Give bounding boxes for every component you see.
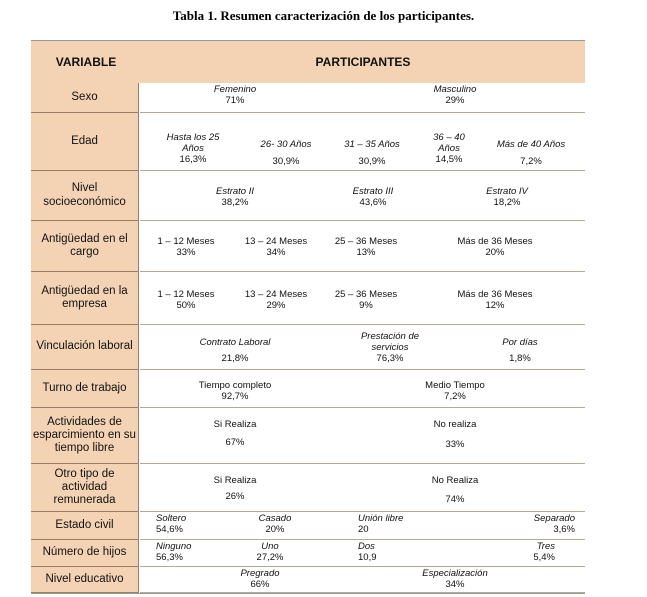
cell: Estrato IV 18,2% xyxy=(486,186,528,208)
header-variable: VARIABLE xyxy=(55,55,117,69)
cell: Si Realiza 67% xyxy=(213,419,257,448)
row-numero-hijos xyxy=(31,540,585,567)
row-antiguedad-empresa xyxy=(31,272,585,325)
cell: Tiempo completo 92,7% xyxy=(198,380,272,402)
cell: 31 – 35 Años 30,9% xyxy=(344,139,400,167)
table-title: Tabla 1. Resumen caracterización de los participantes. xyxy=(172,8,475,23)
cell: Hasta los 25 Años 16,3% xyxy=(166,132,220,165)
cell: Contrato Laboral 21,8% xyxy=(199,337,271,364)
row-label: Antigüedad en la empresa xyxy=(31,272,139,325)
cell: Estrato II 38,2% xyxy=(215,186,254,208)
cell: No realiza 33% xyxy=(433,419,477,450)
cell: Soltero 54,6% xyxy=(156,513,187,535)
row-vinculacion-laboral xyxy=(31,325,585,370)
row-edad xyxy=(31,113,585,171)
row-label: Nivel educativo xyxy=(31,567,139,593)
row-label: Turno de trabajo xyxy=(31,370,139,408)
cell: 26- 30 Años 30,9% xyxy=(260,139,312,167)
cell: Casado 20% xyxy=(258,513,292,535)
cell: Prestación de servicios 76,3% xyxy=(360,331,420,364)
row-sexo xyxy=(31,83,585,113)
cell: Especialización 34% xyxy=(422,568,488,590)
cell: Medio Tiempo 7,2% xyxy=(425,380,485,402)
cell: Si Realiza 26% xyxy=(213,475,257,502)
cell: 36 – 40 Años 14,5% xyxy=(433,132,465,165)
cell: 13 – 24 Meses 34% xyxy=(244,236,308,258)
header-participantes: PARTICIPANTES xyxy=(315,55,411,69)
table-header xyxy=(31,41,585,83)
cell: Uno 27,2% xyxy=(256,541,284,563)
row-label: Edad xyxy=(31,113,139,171)
cell: 13 – 24 Meses 29% xyxy=(244,289,308,311)
cell: Estrato III 43,6% xyxy=(352,186,394,208)
cell: Más de 40 Años 7,2% xyxy=(496,139,566,167)
cell: 1 – 12 Meses 33% xyxy=(157,236,215,258)
row-label: Sexo xyxy=(31,83,139,113)
cell: Masculino 29% xyxy=(433,84,477,106)
cell: Más de 36 Meses 20% xyxy=(457,236,533,258)
row-label: Antigüedad en el cargo xyxy=(31,221,139,272)
row-label: Estado civil xyxy=(31,512,139,540)
row-antiguedad-cargo xyxy=(31,221,585,272)
row-nivel-educativo xyxy=(31,567,585,593)
row-label: Otro tipo de actividad remunerada xyxy=(31,464,139,512)
cell: 25 – 36 Meses 9% xyxy=(334,289,398,311)
participants-table xyxy=(31,40,585,594)
row-label: Número de hijos xyxy=(31,540,139,567)
cell: Tres 5,4% xyxy=(533,541,555,563)
cell: Separado 3,6% xyxy=(533,513,575,535)
row-actividad-remunerada xyxy=(31,464,585,512)
cell: Ninguno 56,3% xyxy=(156,541,192,563)
cell: Más de 36 Meses 12% xyxy=(457,289,533,311)
cell: 25 – 36 Meses 13% xyxy=(334,236,398,258)
cell: Pregrado 66% xyxy=(240,568,280,590)
row-actividades-esparcimiento xyxy=(31,408,585,464)
row-label: Nivel socioeconómico xyxy=(31,171,139,221)
cell: 1 – 12 Meses 50% xyxy=(157,289,215,311)
cell: Dos 10,9 xyxy=(358,541,377,563)
row-turno-trabajo xyxy=(31,370,585,408)
cell: No Realiza 74% xyxy=(431,475,479,505)
row-label: Vinculación laboral xyxy=(31,325,139,370)
cell: Femenino 71% xyxy=(213,84,257,106)
cell: Unión libre 20 xyxy=(358,513,404,535)
row-label: Actividades de esparcimiento en su tiempo libre xyxy=(31,408,139,464)
row-nivel-socioeconomico xyxy=(31,171,585,221)
row-estado-civil xyxy=(31,512,585,540)
cell: Por días 1,8% xyxy=(502,337,538,364)
